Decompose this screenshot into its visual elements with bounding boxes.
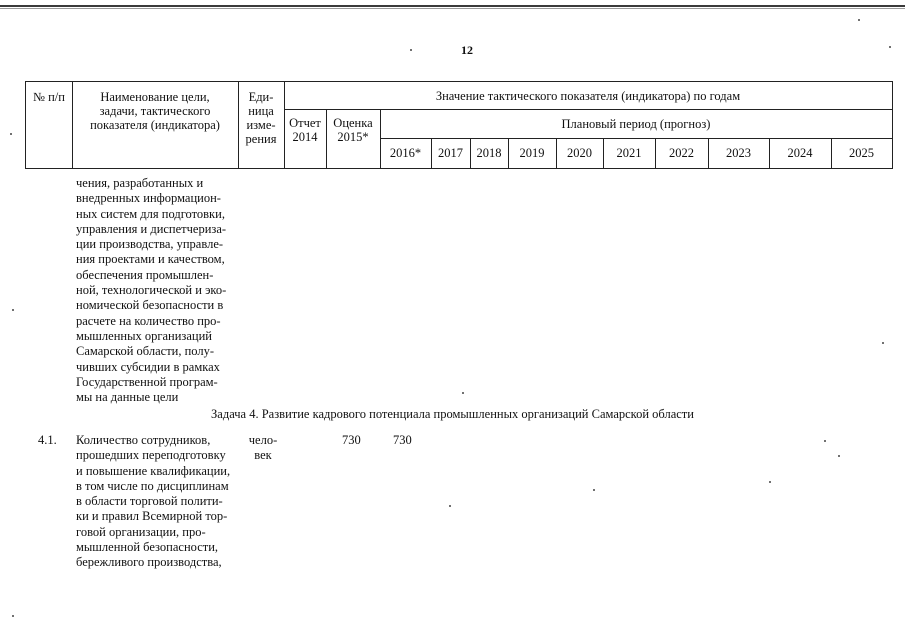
year-cell: 2016* bbox=[389, 146, 422, 160]
scan-speck bbox=[10, 133, 12, 135]
header-plan-period: Плановый период (прогноз) bbox=[561, 116, 711, 131]
text-line: в области торговой полити- bbox=[76, 494, 223, 509]
text-line: ных систем для подготовки, bbox=[76, 206, 225, 221]
scan-speck bbox=[882, 342, 884, 344]
text-line: Самарской области, полу- bbox=[76, 344, 215, 359]
text-line: бережливого производства, bbox=[76, 555, 222, 570]
unit-line: век bbox=[254, 448, 272, 463]
text-line: Государственной програм- bbox=[76, 374, 218, 389]
top-border-line bbox=[0, 5, 905, 7]
scan-speck bbox=[858, 19, 860, 21]
text-line: чивших субсидии в рамках bbox=[76, 359, 220, 374]
text-line: говой организации, про- bbox=[76, 524, 206, 539]
unit-line: чело- bbox=[248, 433, 278, 447]
row-4-1-unit bbox=[248, 433, 278, 464]
text-line: прошедших переподготовку bbox=[76, 448, 226, 463]
page-number: 12 bbox=[461, 43, 473, 57]
value-report-2014: 730 bbox=[342, 433, 361, 447]
year-cell: 2018 bbox=[476, 146, 502, 160]
header-values-title: Значение тактического показателя (индикатора) по годам bbox=[435, 88, 741, 103]
text-line: ния проектами и качеством, bbox=[76, 252, 225, 267]
text-line: расчете на количество про- bbox=[76, 313, 221, 328]
scan-speck bbox=[12, 615, 14, 617]
header-estimate-2015: Оценка 2015* bbox=[333, 116, 373, 144]
scan-speck bbox=[824, 440, 826, 442]
task-heading: Задача 4. Развитие кадрового потенциала промышленных организаций Самарской области bbox=[211, 407, 694, 421]
scan-speck bbox=[12, 309, 14, 311]
header-unit: Еди-ница изме-рения bbox=[245, 90, 277, 146]
text-line: обеспечения промышлен- bbox=[76, 267, 214, 282]
text-line: чения, разработанных и bbox=[76, 176, 204, 190]
year-cell: 2019 bbox=[519, 146, 545, 160]
text-line: и повышение квалификации, bbox=[76, 463, 231, 478]
year-cell: 2022 bbox=[669, 146, 694, 160]
text-line: номической безопасности в bbox=[76, 298, 224, 313]
year-cell: 2017 bbox=[438, 146, 463, 160]
header-name: Наименование цели, задачи, тактического показателя (индикатора) bbox=[90, 90, 220, 132]
text-line: мышленных организаций bbox=[76, 328, 212, 343]
row-number: 4.1. bbox=[38, 433, 57, 447]
scan-speck bbox=[889, 46, 891, 48]
text-line: в том числе по дисциплинам bbox=[76, 478, 229, 493]
year-cell: 2024 bbox=[787, 146, 813, 160]
scan-speck bbox=[449, 505, 451, 507]
year-cell: 2025 bbox=[849, 146, 874, 160]
text-line: ки и правил Всемирной тор- bbox=[76, 509, 228, 524]
scan-speck bbox=[593, 489, 595, 491]
scan-speck bbox=[769, 481, 771, 483]
scan-speck bbox=[838, 455, 840, 457]
year-cell: 2021 bbox=[616, 146, 642, 160]
scan-speck bbox=[462, 392, 464, 394]
table-header bbox=[25, 81, 893, 169]
value-estimate-2015: 730 bbox=[393, 433, 412, 447]
top-border-line-thin bbox=[0, 8, 905, 9]
continued-row-text bbox=[76, 176, 238, 405]
row-4-1-text bbox=[76, 433, 238, 571]
header-report-2014: Отчет 2014 bbox=[289, 116, 321, 144]
text-line: управления и диспетчериза- bbox=[76, 221, 227, 236]
text-line: Количество сотрудников, bbox=[76, 433, 211, 447]
text-line: мышленной безопасности, bbox=[76, 540, 219, 555]
text-line: мы на данные цели bbox=[76, 390, 179, 405]
year-cell: 2020 bbox=[567, 146, 592, 160]
year-cell: 2023 bbox=[726, 146, 751, 160]
header-num: № п/п bbox=[33, 90, 65, 104]
text-line: ции производства, управле- bbox=[76, 237, 224, 252]
scan-speck bbox=[410, 49, 412, 51]
text-line: ной, технологической и эко- bbox=[76, 283, 227, 298]
text-line: внедренных информацион- bbox=[76, 191, 221, 206]
